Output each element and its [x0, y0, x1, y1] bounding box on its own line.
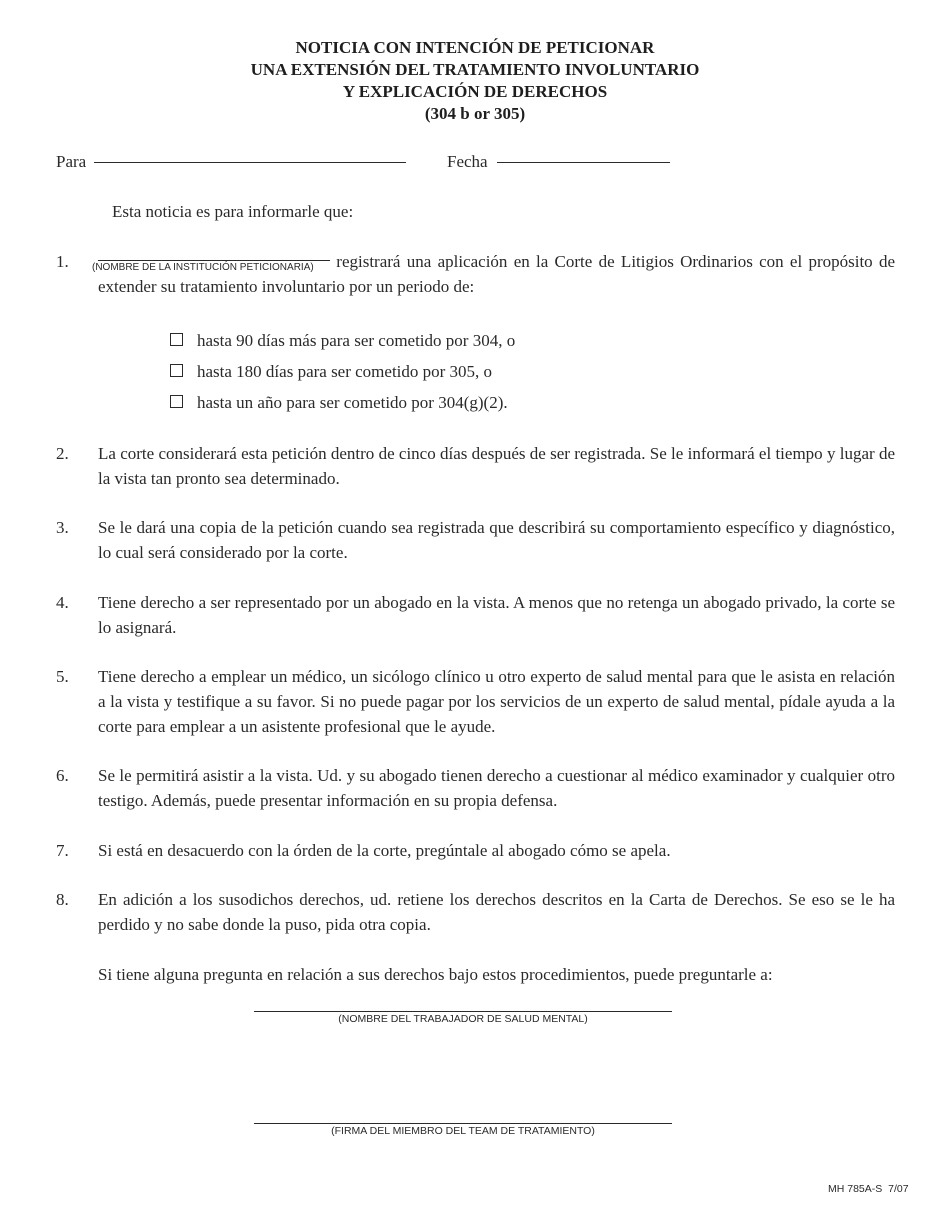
- checkbox-180-days[interactable]: [170, 364, 183, 377]
- item-text: La corte considerará esta petición dentro de cinco días después de ser registrada. Se le informará el tiempo y lugar de la vista tan pronto sea determinado.: [98, 444, 895, 488]
- checkbox-90-days[interactable]: [170, 333, 183, 346]
- fecha-label: Fecha: [447, 152, 488, 171]
- institution-name-field[interactable]: [92, 249, 330, 274]
- closing-text: Si tiene alguna pregunta en relación a sus derechos bajo estos procedimientos, puede preguntarle a:: [98, 965, 773, 984]
- option-label: hasta 90 días más para ser cometido por 304, o: [197, 331, 516, 350]
- item-text: Si está en desacuerdo con la órden de la corte, pregúntale al abogado cómo se apela.: [98, 841, 671, 860]
- worker-name-caption: (NOMBRE DEL TRABAJADOR DE SALUD MENTAL): [338, 1013, 588, 1025]
- worker-name-field[interactable]: [254, 1011, 672, 1026]
- item-number: 7.: [56, 841, 69, 860]
- list-item-1: [56, 249, 896, 299]
- item-1-text: registrará una aplicación en la Corte de Litigios Ordinarios con el propósito de extender su tratamiento involuntario por un periodo de:: [98, 252, 896, 296]
- option-label: hasta un año para ser cometido por 304(g)(2).: [197, 393, 508, 412]
- list-item-8: [56, 887, 896, 937]
- form-date: 7/07: [888, 1183, 909, 1195]
- item-text: En adición a los susodichos derechos, ud. retiene los derechos descritos en la Carta de Derechos. Se eso se le ha perdido y no sabe donde la puso, pida otra copia.: [98, 890, 895, 934]
- form-code: MH 785A-S: [828, 1183, 883, 1195]
- form-identifier: [828, 1183, 909, 1195]
- title-line-3: Y EXPLICACIÓN DE DERECHOS: [342, 82, 608, 101]
- title-line-1: NOTICIA CON INTENCIÓN DE PETICIONAR: [295, 38, 655, 57]
- item-text: Se le dará una copia de la petición cuando sea registrada que describirá su comportamiento específico y diagnóstico, lo cual será considerado por la corte.: [98, 518, 895, 562]
- list-item-7: [56, 838, 896, 863]
- item-number: 5.: [56, 667, 69, 686]
- list-item-5: [56, 664, 896, 739]
- institution-name-caption: (NOMBRE DE LA INSTITUCIÓN PETICIONARIA): [92, 262, 314, 273]
- item-number: 2.: [56, 444, 69, 463]
- list-item-4: [56, 590, 896, 640]
- team-signature-field[interactable]: [254, 1123, 672, 1138]
- item-number: 4.: [56, 593, 69, 612]
- para-field-line[interactable]: [94, 162, 406, 163]
- item-text: Se le permitirá asistir a la vista. Ud. y su abogado tienen derecho a cuestionar al médico examinador y cualquier otro testigo. Además, puede presentar información en su propia defensa.: [98, 766, 895, 810]
- item-number: 6.: [56, 766, 69, 785]
- worker-name-line[interactable]: [254, 1011, 672, 1012]
- item-number: 1.: [56, 252, 69, 271]
- list-item-2: [56, 441, 896, 491]
- item-number: 3.: [56, 518, 69, 537]
- option-label: hasta 180 días para ser cometido por 305, o: [197, 362, 493, 381]
- team-signature-line[interactable]: [254, 1123, 672, 1124]
- title-line-2: UNA EXTENSIÓN DEL TRATAMIENTO INVOLUNTARIO: [250, 60, 700, 79]
- title-line-4: (304 b or 305): [424, 104, 526, 123]
- item-number: 8.: [56, 890, 69, 909]
- fecha-field-line[interactable]: [497, 162, 670, 163]
- para-label: Para: [56, 152, 87, 171]
- team-signature-caption: (FIRMA DEL MIEMBRO DEL TEAM DE TRATAMIENTO): [331, 1125, 595, 1137]
- intro-text: Esta noticia es para informarle que:: [112, 202, 354, 221]
- list-item-3: [56, 515, 896, 565]
- list-item-6: [56, 763, 896, 813]
- document-title: [0, 37, 950, 125]
- checkbox-one-year[interactable]: [170, 395, 183, 408]
- item-text: Tiene derecho a ser representado por un abogado en la vista. A menos que no retenga un abogado privado, la corte se lo asignará.: [98, 593, 895, 637]
- item-text: Tiene derecho a emplear un médico, un sicólogo clínico u otro experto de salud mental para que le asista en relación a la vista y testifique a su favor. Si no puede pagar por los servicios de un experto de salud mental, pídale ayuda a la corte para emplear a un asistente profesional que le ayude.: [98, 667, 895, 736]
